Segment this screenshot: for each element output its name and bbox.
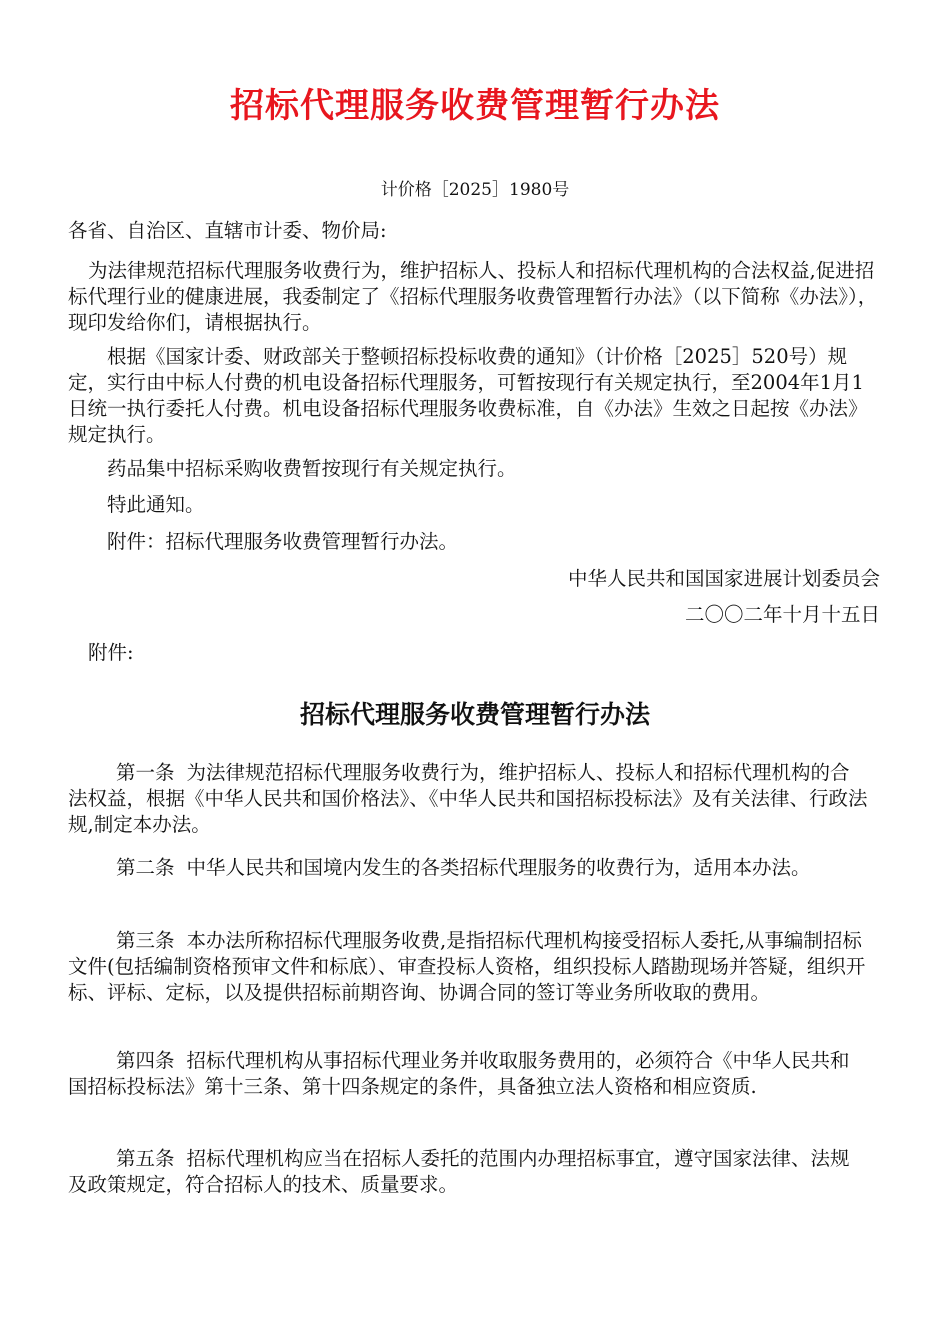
article-number: 第三条 [116, 929, 175, 952]
article-number: 第一条 [116, 761, 175, 784]
paragraph-intro: 为法律规范招标代理服务收费行为，维护招标人、投标人和招标代理机构的合法权益,促进招标代理行业的健康进展，我委制定了《招标代理服务收费管理暂行办法》（以下简称《办法》），现印发给你们，请根据执行。 [68, 259, 878, 334]
signature-date: 二〇〇二年十月十五日 [684, 603, 880, 626]
paragraph-notice: 特此通知。 [107, 493, 205, 516]
attachment-label: 附件: [88, 641, 134, 664]
article-1 [68, 760, 868, 838]
article-text: 招标代理机构从事招标代理业务并收取服务费用的，必须符合《中华人民共和国招标投标法》第十三条、第十四条规定的条件，具备独立法人资格和相应资质. [68, 1049, 850, 1098]
article-4 [68, 1048, 868, 1100]
article-5 [68, 1146, 868, 1198]
article-text: 中华人民共和国境内发生的各类招标代理服务的收费行为，适用本办法。 [186, 856, 811, 879]
article-number: 第五条 [116, 1147, 175, 1170]
article-2 [68, 855, 868, 881]
signature-organization: 中华人民共和国国家进展计划委员会 [567, 567, 880, 590]
addressee: 各省、自治区、直辖市计委、物价局: [68, 219, 387, 242]
attachment-title: 招标代理服务收费管理暂行办法 [299, 700, 650, 729]
paragraph-basis: 根据《国家计委、财政部关于整顿招标投标收费的通知》（计价格［2025］520号）规定，实行由中标人付费的机电设备招标代理服务，可暂按现行有关规定执行，至2004年1月1日统一执行委托人付费。机电设备招标代理服务收费标准，自《办法》生效之日起按《办法》规定执行。 [68, 345, 868, 446]
article-text: 招标代理机构应当在招标人委托的范围内办理招标事宜，遵守国家法律、法规及政策规定，符合招标人的技术、质量要求。 [68, 1147, 850, 1196]
article-number: 第四条 [116, 1049, 175, 1072]
article-text: 为法律规范招标代理服务收费行为，维护招标人、投标人和招标代理机构的合法权益，根据《中华人民共和国价格法》、《中华人民共和国招标投标法》及有关法律、行政法规,制定本办法。 [68, 761, 868, 836]
article-text: 本办法所称招标代理服务收费,是指招标代理机构接受招标人委托,从事编制招标文件(包括编制资格预审文件和标底）、审查投标人资格，组织投标人踏勘现场并答疑，组织开标、评标、定标，以及提供招标前期咨询、协调合同的签订等业务所收取的费用。 [68, 929, 866, 1004]
document-number: 计价格［2025］1980号 [380, 180, 570, 200]
article-number: 第二条 [116, 856, 175, 879]
article-3 [68, 928, 868, 1006]
paragraph-attachment-note: 附件：招标代理服务收费管理暂行办法。 [107, 530, 459, 553]
paragraph-drugs: 药品集中招标采购收费暂按现行有关规定执行。 [107, 457, 517, 480]
document-title: 招标代理服务收费管理暂行办法 [230, 86, 720, 126]
